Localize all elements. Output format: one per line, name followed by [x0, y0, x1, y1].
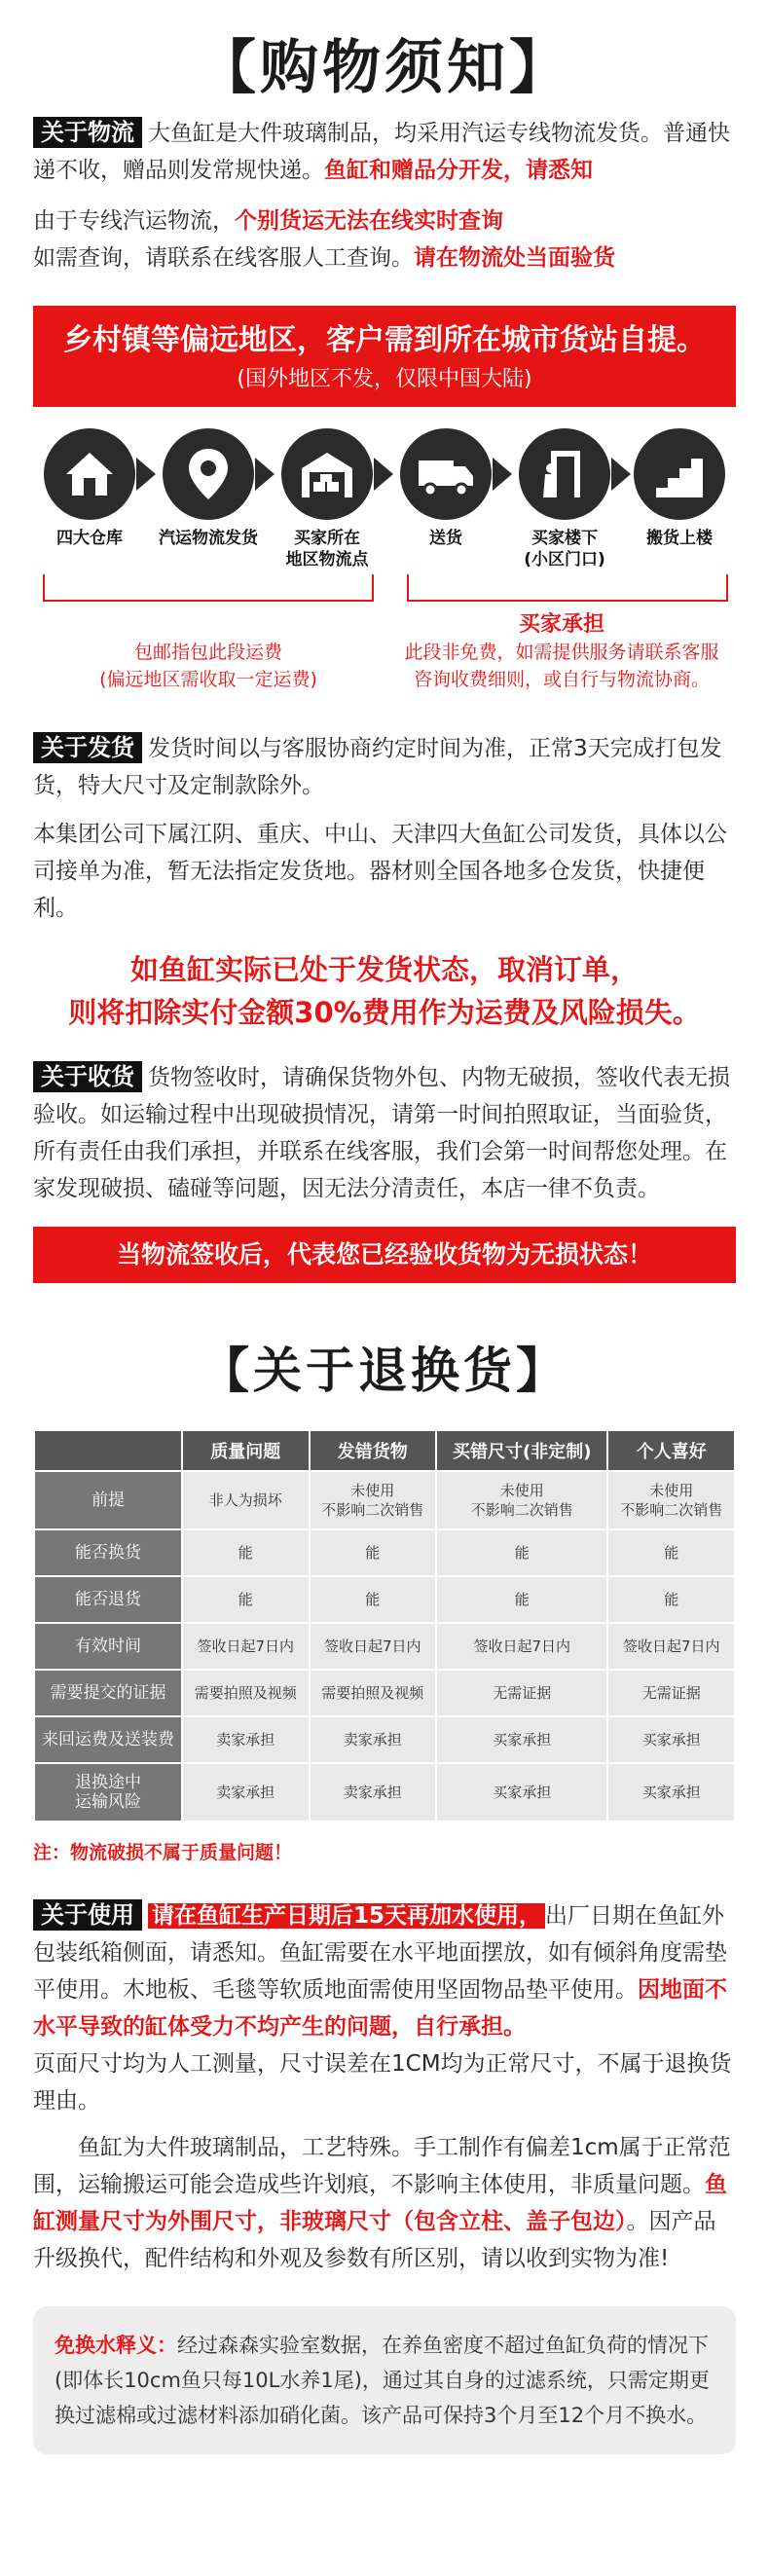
- usage-paragraph-3: [0, 2129, 769, 2277]
- delivery-truck-icon: [400, 428, 492, 520]
- logistics-text-2: 由于专线汽运物流，: [33, 208, 235, 234]
- usage-section: [0, 1897, 769, 2045]
- flow-step-deliver: [389, 428, 502, 549]
- table-cell: 能: [437, 1530, 606, 1575]
- logistics-query-line: [0, 202, 769, 239]
- rural-area-line1: 乡村镇等偏远地区，客户需到所在城市货站自提。: [63, 323, 706, 357]
- table-cell: 能: [311, 1577, 436, 1622]
- fee-brackets: [33, 574, 736, 720]
- receiving-tag: 关于收货: [33, 1061, 142, 1092]
- table-cell: 签收日起7日内: [608, 1624, 734, 1669]
- usage-text-1: 出厂日期在鱼缸外包装纸箱侧面，请悉知。鱼缸需要在水平地面摆放，如有倾斜角度需垫平使用。木地板、毛毯等软质地面需使用坚固物品垫平使用。: [33, 1903, 727, 2003]
- no-water-change-label: 免换水释义：: [55, 2334, 177, 2357]
- table-corner: [35, 1431, 181, 1470]
- cancel-warning-line2: 则将扣除实付金额30%费用作为运费及风险损失。: [68, 996, 701, 1029]
- table-row: [35, 1624, 734, 1669]
- table-cell: 卖家承担: [183, 1717, 309, 1762]
- table-header-cell: 质量问题: [183, 1431, 309, 1470]
- row-header: 前提: [35, 1472, 181, 1528]
- table-cell: 需要拍照及视频: [311, 1671, 436, 1715]
- free-shipping-bracket: [43, 574, 374, 602]
- logistics-depot-icon: [281, 428, 373, 520]
- table-cell: 买家承担: [437, 1717, 606, 1762]
- receipt-confirmation-bar: 当物流签收后，代表您已经验收货物为无损状态！: [33, 1227, 736, 1283]
- cancel-warning-line1: 如鱼缸实际已处于发货状态，取消订单，: [129, 953, 639, 986]
- usage-warning-2: 鱼缸测量尺寸为外围尺寸，非玻璃尺寸（包含立柱、盖子包边）: [33, 2172, 727, 2234]
- flow-step-label: 四大仓库: [56, 529, 123, 548]
- shipping-text-1: 发货时间以与客服协商约定时间为准，正常3天完成打包发货，特大尺寸及定制款除外。: [33, 736, 722, 798]
- table-cell: 能: [311, 1530, 436, 1575]
- table-cell: 卖家承担: [311, 1764, 436, 1821]
- table-cell: 能: [183, 1530, 309, 1575]
- cancel-warning: [33, 948, 736, 1034]
- free-shipping-note: [33, 639, 384, 693]
- returns-title: 【关于退换货】: [201, 1343, 568, 1399]
- logistics-tag: 关于物流: [33, 117, 142, 148]
- table-header-cell: 买错尺寸(非定制): [437, 1431, 606, 1470]
- row-header: 来回运费及送装费: [35, 1717, 181, 1762]
- table-cell: 能: [183, 1577, 309, 1622]
- usage-tag: 关于使用: [33, 1899, 142, 1931]
- table-cell: 卖家承担: [183, 1764, 309, 1821]
- stairs-icon: [634, 428, 725, 520]
- table-header-cell: 个人喜好: [608, 1431, 734, 1470]
- table-row: [35, 1717, 734, 1762]
- buyer-pays-note-line2: 咨询收费细则，或自行与物流协商。: [413, 669, 710, 690]
- building-door-icon: [519, 428, 610, 520]
- table-note: 注：物流破损不属于质量问题！: [33, 1842, 293, 1863]
- shipping-section: [0, 730, 769, 804]
- table-row: [35, 1671, 734, 1715]
- usage-warning-1: 因地面不水平导致的缸体受力不均产生的问题，自行承担。: [33, 1977, 727, 2040]
- flow-step-depot: [271, 428, 384, 570]
- buyer-pays-bracket: [407, 574, 728, 602]
- table-cell: 签收日起7日内: [311, 1624, 436, 1669]
- flow-step-label: 买家楼下 (小区门口): [524, 529, 605, 570]
- page-title: 【购物须知】: [198, 34, 571, 102]
- logistics-section: [0, 115, 769, 189]
- no-water-change-box: [33, 2306, 736, 2454]
- table-cell: 能: [608, 1577, 734, 1622]
- row-header: 需要提交的证据: [35, 1671, 181, 1715]
- warehouse-icon: [44, 428, 135, 520]
- usage-text-4: 。因产品升级换代，配件结构和外观及参数有所区别，请以收到实物为准!: [33, 2209, 716, 2271]
- table-cell: 未使用 不影响二次销售: [311, 1472, 436, 1528]
- flow-step-downstairs: [508, 428, 621, 570]
- row-header: 能否退货: [35, 1577, 181, 1622]
- table-cell: 签收日起7日内: [183, 1624, 309, 1669]
- table-cell: 买家承担: [608, 1764, 734, 1821]
- table-row: [35, 1530, 734, 1575]
- table-cell: 未使用 不影响二次销售: [608, 1472, 734, 1528]
- flow-step-warehouse: [33, 428, 146, 549]
- free-shipping-note-line1: 包邮指包此段运费: [133, 642, 282, 663]
- returns-table: [33, 1429, 736, 1822]
- flow-step-label: 汽运物流发货: [159, 529, 258, 548]
- table-cell: 需要拍照及视频: [183, 1671, 309, 1715]
- table-header-cell: 发错货物: [311, 1431, 436, 1470]
- flow-step-label: 搬货上楼: [646, 529, 713, 548]
- buyer-pays-note: [387, 611, 736, 693]
- logistics-contact-line: [0, 239, 769, 276]
- table-cell: 未使用 不影响二次销售: [437, 1472, 606, 1528]
- table-cell: 非人为损坏: [183, 1472, 309, 1528]
- location-pin-icon: [163, 428, 254, 520]
- buyer-pays-note-line1: 此段非免费，如需提供服务请联系客服: [404, 642, 719, 663]
- logistics-warning-1: 鱼缸和赠品分开发，请悉知: [324, 158, 593, 183]
- shipping-tag: 关于发货: [33, 732, 142, 763]
- shipping-text-2: 本集团公司下属江阴、重庆、中山、天津四大鱼缸公司发货，具体以公司接单为准，暂无法指定发货地。器材则全国各地多仓发货，快捷便利。: [33, 822, 727, 921]
- table-cell: 无需证据: [608, 1671, 734, 1715]
- table-cell: 无需证据: [437, 1671, 606, 1715]
- row-header: 退换途中 运输风险: [35, 1764, 181, 1821]
- flow-step-label: 买家所在 地区物流点: [285, 529, 369, 570]
- table-row: [35, 1577, 734, 1622]
- table-row: [35, 1472, 734, 1528]
- table-cell: 签收日起7日内: [437, 1624, 606, 1669]
- row-header: 能否换货: [35, 1530, 181, 1575]
- flow-step-label: 送货: [429, 529, 462, 548]
- usage-text-3: 鱼缸为大件玻璃制品，工艺特殊。手工制作有偏差1cm属于正常范围，运输搬运可能会造成些许划痕，不影响主体使用，非质量问题。: [33, 2135, 731, 2197]
- returns-table-header: [35, 1431, 734, 1470]
- row-header: 有效时间: [35, 1624, 181, 1669]
- table-row: [35, 1764, 734, 1821]
- table-cell: 卖家承担: [311, 1717, 436, 1762]
- logistics-warning-3: 请在物流处当面验货: [414, 245, 615, 271]
- logistics-text-3: 如需查询，请联系在线客服人工查询。: [33, 245, 414, 271]
- usage-highlight: 请在鱼缸生产日期后15天再加水使用，: [148, 1903, 545, 1929]
- logistics-text-1: 大鱼缸是大件玻璃制品，均采用汽运专线物流发货。普通快递不收，赠品则发常规快递。: [33, 121, 730, 183]
- no-water-change-text: 经过森森实验室数据，在养鱼密度不超过鱼缸负荷的情况下(即体长10cm鱼只每10L水养1尾)，通过其自身的过滤系统，只需定期更换过滤棉或过滤材料添加硝化菌。该产品可保持3个月至12个月不换水。: [55, 2334, 710, 2427]
- table-cell: 能: [437, 1577, 606, 1622]
- rural-area-line2: (国外地区不发，仅限中国大陆): [237, 367, 532, 391]
- usage-text-2: 页面尺寸均为人工测量，尺寸误差在1CM均为正常尺寸，不属于退换货理由。: [33, 2051, 732, 2114]
- free-shipping-note-line2: (偏远地区需收取一定运费): [99, 669, 317, 690]
- flow-step-upstairs: [623, 428, 736, 549]
- table-cell: 买家承担: [437, 1764, 606, 1821]
- buyer-pays-title: 买家承担: [518, 612, 604, 637]
- flow-step-ship: [152, 428, 265, 549]
- rural-area-banner: [33, 306, 736, 407]
- logistics-warning-2: 个别货运无法在线实时查询: [235, 208, 503, 234]
- receiving-text: 货物签收时，请确保货物外包、内物无破损，签收代表无损验收。如运输过程中出现破损情况，请第一时间拍照取证，当面验货，所有责任由我们承担，并联系在线客服，我们会第一时间帮您处理。在家发现破损、磕碰等问题，因无法分清责任，本店一律不负责。: [33, 1065, 730, 1201]
- receiving-section: [0, 1059, 769, 1207]
- table-cell: 能: [608, 1530, 734, 1575]
- delivery-flow: [33, 428, 736, 574]
- table-cell: 买家承担: [608, 1717, 734, 1762]
